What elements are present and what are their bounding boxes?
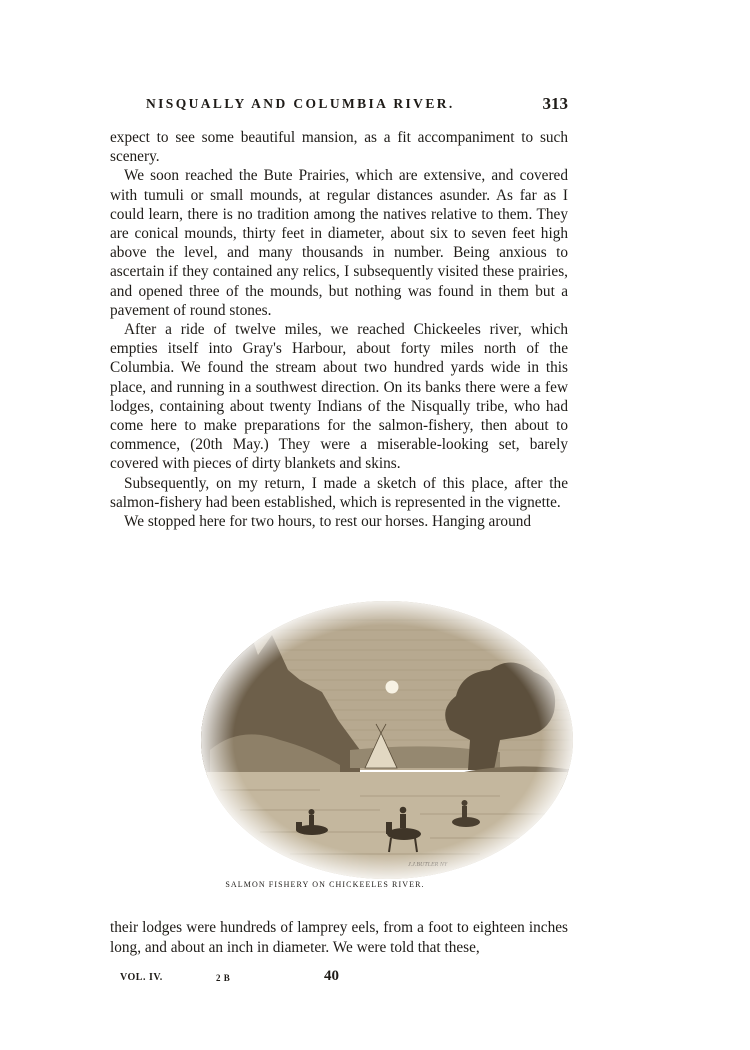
page-header bbox=[108, 94, 568, 118]
paragraph: expect to see some beautiful mansion, as a fit accompaniment to such scenery. bbox=[110, 129, 568, 166]
page-number: 313 bbox=[542, 94, 568, 113]
illustration-caption: SALMON FISHERY ON CHICKEELES RIVER. bbox=[225, 880, 425, 889]
continuation-text bbox=[110, 918, 568, 958]
paragraph: We soon reached the Bute Prairies, which are extensive, and covered with tumuli or small mounds, at regular distances asunder. As far as I could learn, there is no tradition among the natives relative to them. They are conical mounds, thirty feet in diameter, about six to seven feet high above the level, and many thousands in number. Being anxious to ascertain if they contained any relics, I subsequently visited these prairies, and opened three of the mounds, but nothing was found in them but a pavement of round stones. bbox=[110, 167, 568, 319]
volume-label: VOL. IV. bbox=[120, 972, 163, 983]
page-signature bbox=[120, 968, 360, 988]
running-title: NISQUALLY AND COLUMBIA RIVER. bbox=[146, 96, 455, 111]
body-text bbox=[110, 128, 568, 531]
paragraph: After a ride of twelve miles, we reached Chickeeles river, which empties itself into Gray's Harbour, about forty miles north of the Columbia. We found the stream about two hundred yards wide in this place, and running in a southwest direction. On its banks there were a few lodges, containing about twenty Indians of the Nisqually tribe, who had come here to make preparations for the salmon-fishery, then about to commence, (20th May.) They were a miserable-looking set, barely covered with pieces of dirty blankets and skins. bbox=[110, 321, 568, 473]
signature-mark: 2 B bbox=[216, 973, 231, 983]
paragraph: Subsequently, on my return, I made a sketch of this place, after the salmon-fishery had been established, which is represented in the vignette. bbox=[110, 474, 568, 511]
vignette-illustration bbox=[200, 600, 575, 880]
paragraph: their lodges were hundreds of lamprey eels, from a foot to eighteen inches long, and about an inch in diameter. We were told that these, bbox=[110, 919, 568, 956]
signature-number: 40 bbox=[324, 968, 339, 984]
paragraph: We stopped here for two hours, to rest our horses. Hanging around bbox=[124, 513, 532, 531]
